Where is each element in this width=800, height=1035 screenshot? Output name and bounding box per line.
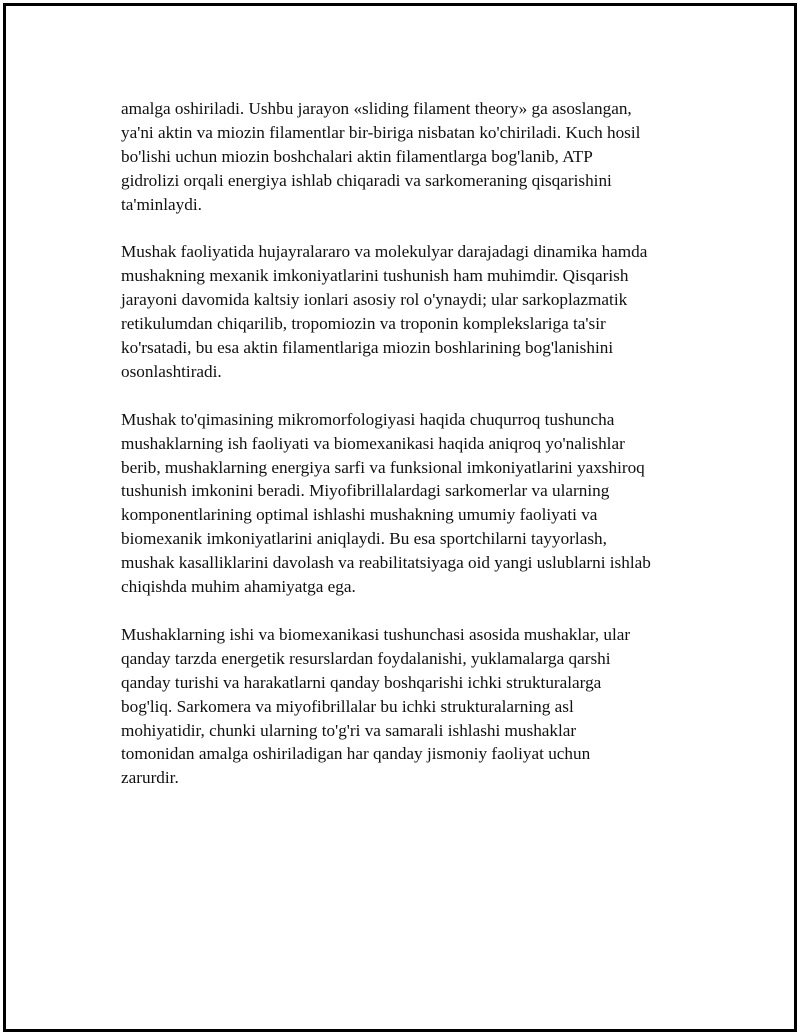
paragraph-3: Mushak to'qimasining mikromorfologiyasi haqida chuqurroq tushuncha mushaklarning ish faoliyati va biomexanikasi haqida aniqroq yo'nalishlar berib, mushaklarning energiya sarfi va funksional imkoniyatlarini yaxshiroq tushunish imkonini beradi. Miyofibrillalardagi sarkomerlar va ularning komponentlarining optimal ishlashi mushakning umumiy faoliyati va biomexanik imkoniyatlarini aniqlaydi. Bu esa sportchilarni tayyorlash, mushak kasalliklarini davolash va reabilitatsiyaga oid yangi uslublarni ishlab chiqishda muhim ahamiyatga ega. <box>121 409 651 597</box>
paragraph-1: amalga oshiriladi. Ushbu jarayon «sliding filament theory» ga asoslangan, ya'ni aktin va miozin filamentlar bir-biriga nisbatan ko'chiriladi. Kuch hosil bo'lishi uchun miozin boshchalari aktin filamentlarga bog'lanib, ATP gidrolizi orqali energiya ishlab chiqaradi va sarkomeraning qisqarishini ta'minlaydi. <box>121 99 641 214</box>
document-body <box>121 97 701 814</box>
page-frame <box>3 3 797 1032</box>
paragraph-4: Mushaklarning ishi va biomexanikasi tushunchasi asosida mushaklar, ular qanday tarzda energetik resurslardan foydalanishi, yuklamalarga qarshi qanday turishi va harakatlarni qanday boshqarishi ichki strukturalarga bog'liq. Sarkomera va miyofibrillalar bu ichki strukturalarning asl mohiyatidir, chunki ularning to'g'ri va samarali ishlashi mushaklar tomonidan amalga oshiriladigan har qanday jismoniy faoliyat uchun zarurdir. <box>121 624 631 788</box>
paragraph-2: Mushak faoliyatida hujayralararo va molekulyar darajadagi dinamika hamda mushakning mexanik imkoniyatlarini tushunish ham muhimdir. Qisqarish jarayoni davomida kaltsiy ionlari asosiy rol o'ynaydi; ular sarkoplazmatik retikulumdan chiqarilib, tropomiozin va troponin komplekslariga ta'sir ko'rsatadi, bu esa aktin filamentlariga miozin boshlarining bog'lanishini osonlashtiradi. <box>121 242 648 381</box>
